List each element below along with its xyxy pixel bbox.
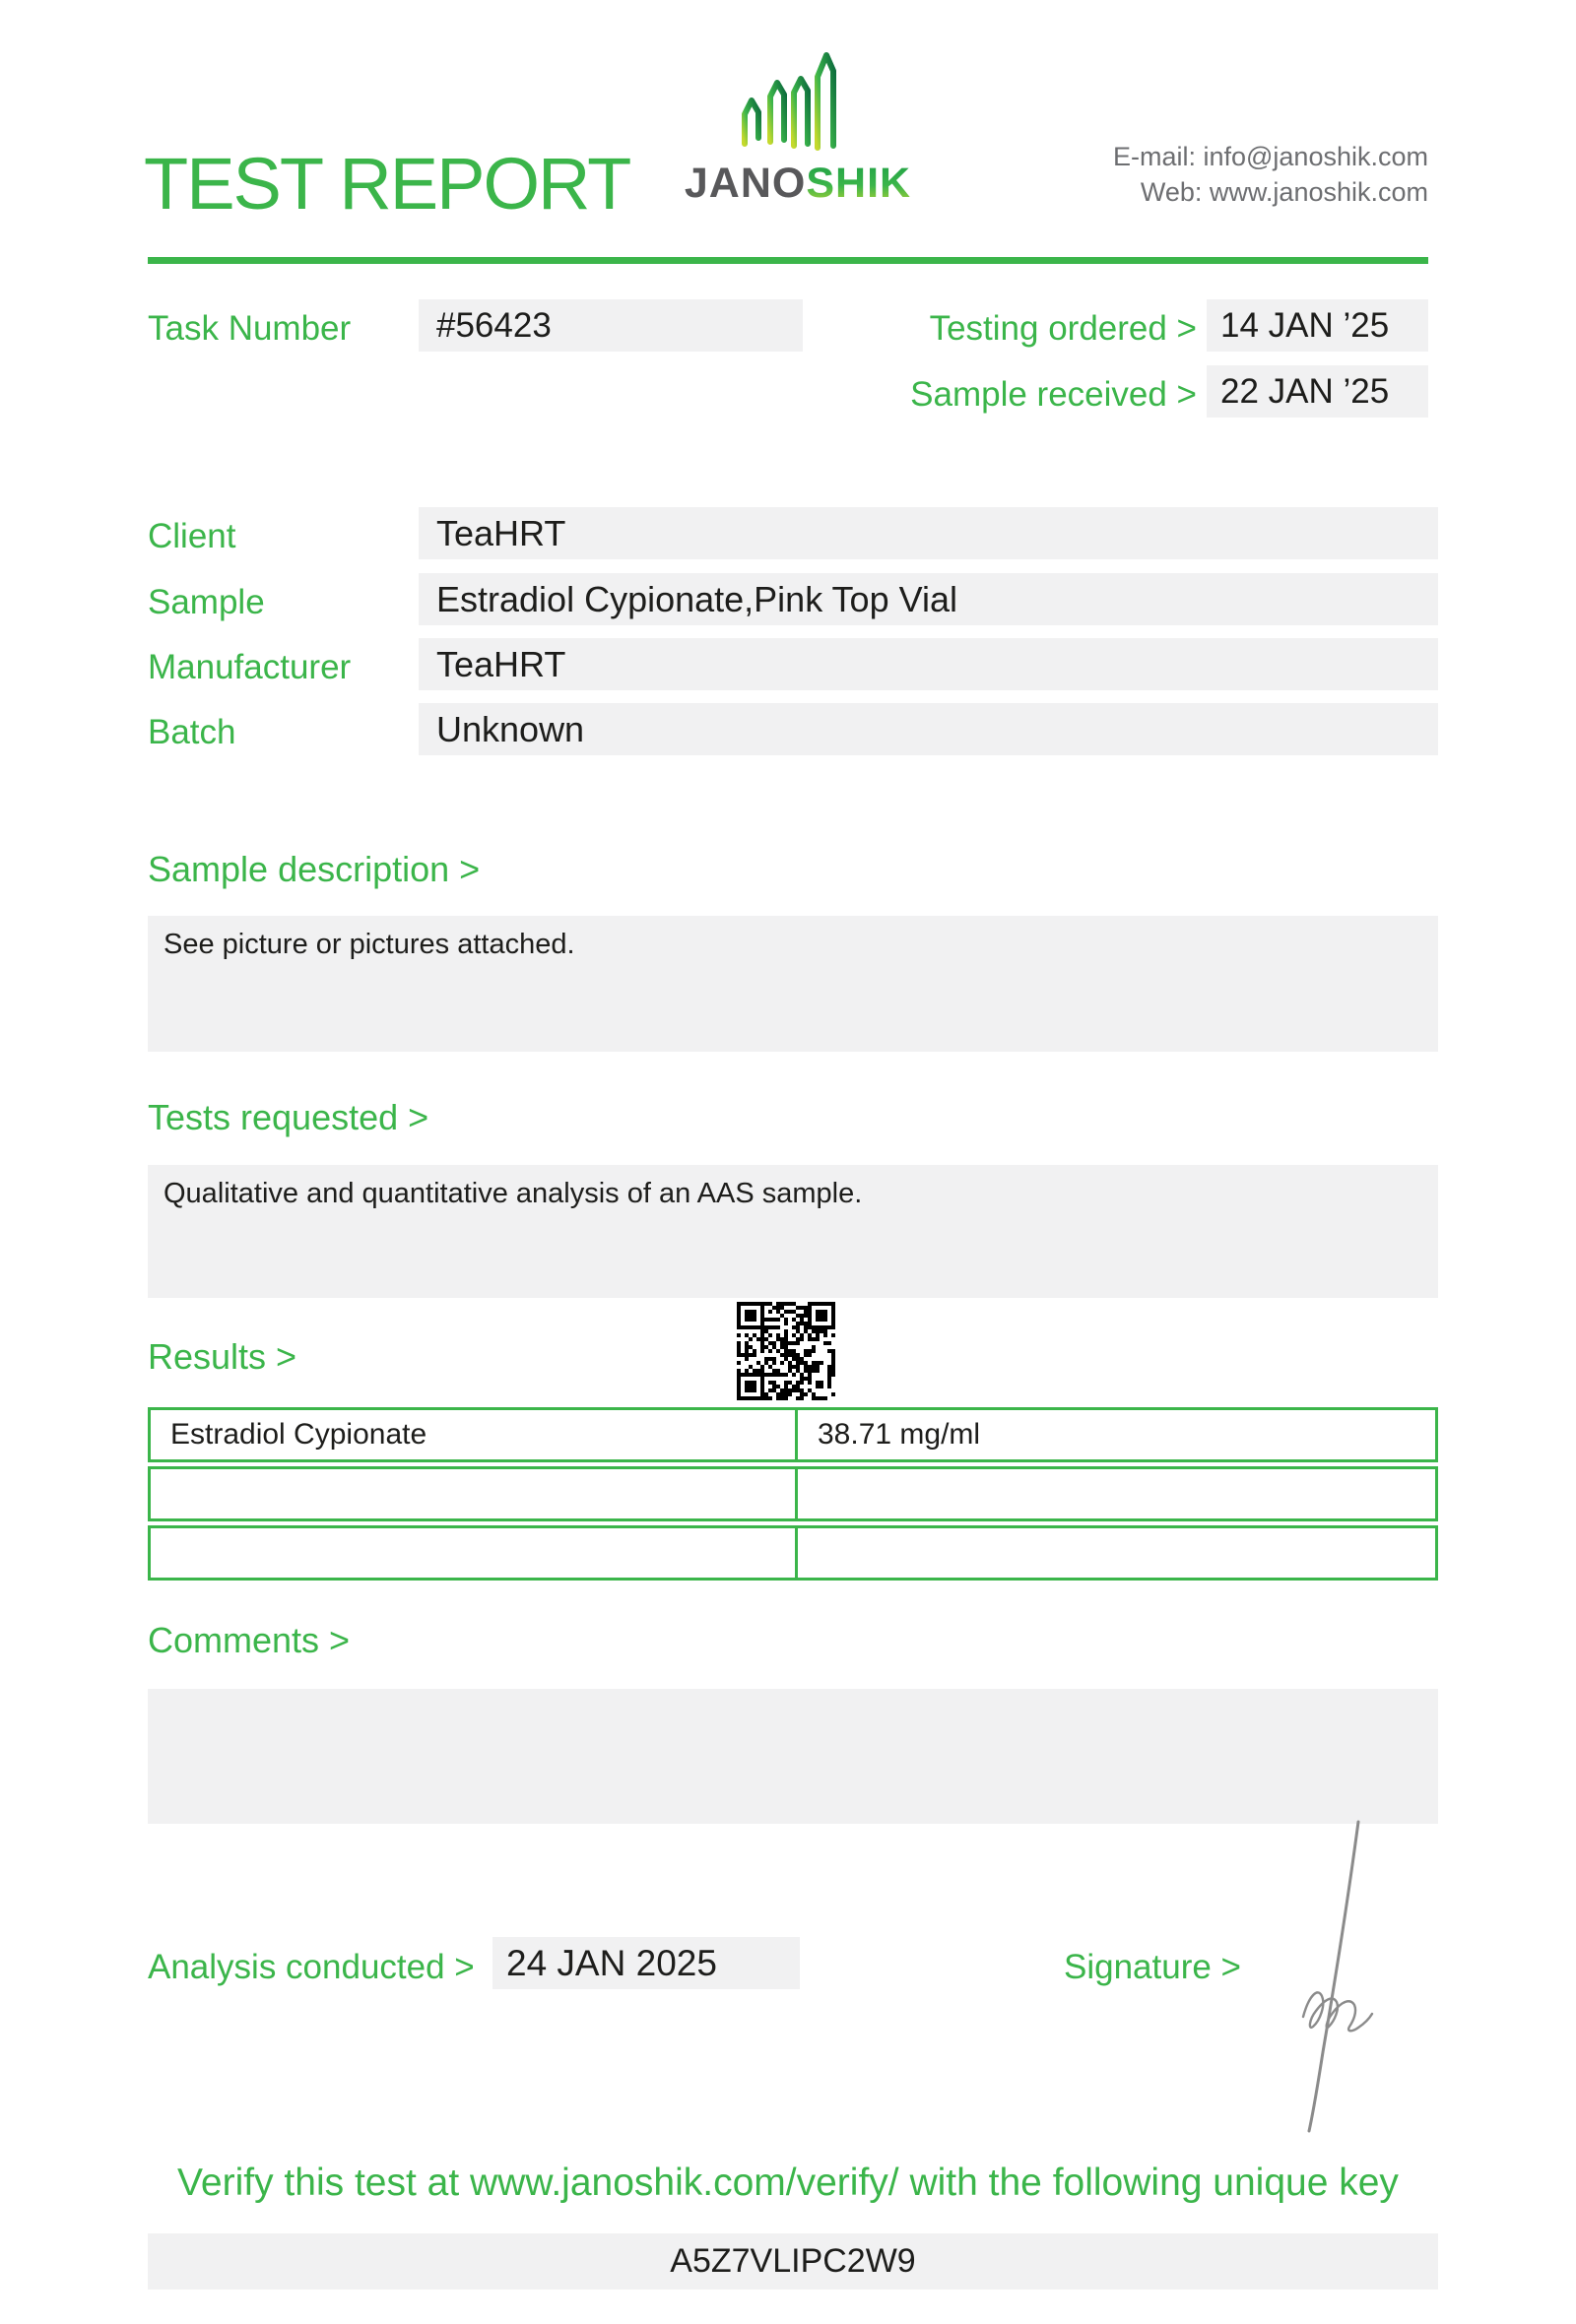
analysis-conducted-label: Analysis conducted > [148, 1948, 475, 1986]
signature-label: Signature > [1064, 1948, 1241, 1986]
batch-label: Batch [148, 713, 236, 751]
task-number-label: Task Number [148, 309, 352, 348]
batch-value: Unknown [419, 703, 1438, 755]
manufacturer-value: TeaHRT [419, 638, 1438, 690]
tests-requested-text: Qualitative and quantitative analysis of an AAS sample. [148, 1165, 1438, 1298]
signature-image [1256, 1820, 1404, 2135]
sample-label: Sample [148, 583, 265, 621]
table-row [148, 1407, 1438, 1462]
header-divider [148, 257, 1428, 264]
task-number-value: #56423 [419, 299, 803, 352]
table-row [148, 1525, 1438, 1581]
page-title: TEST REPORT [144, 143, 630, 225]
result-concentration [798, 1469, 1435, 1518]
result-substance [151, 1469, 798, 1518]
sample-received-value: 22 JAN ’25 [1207, 365, 1428, 418]
client-value: TeaHRT [419, 507, 1438, 559]
tests-requested-heading: Tests requested > [148, 1097, 429, 1137]
sample-description-text: See picture or pictures attached. [148, 916, 1438, 1052]
sample-description-heading: Sample description > [148, 849, 481, 889]
comments-heading: Comments > [148, 1620, 351, 1660]
sample-received-label: Sample received > [910, 375, 1197, 414]
contact-block [1113, 140, 1428, 211]
testing-ordered-value: 14 JAN ’25 [1207, 299, 1428, 352]
trend-chart-icon [731, 49, 841, 152]
results-heading: Results > [148, 1336, 297, 1377]
result-substance: Estradiol Cypionate [151, 1410, 798, 1459]
contact-email: E-mail: info@janoshik.com [1112, 142, 1428, 171]
testing-ordered-label: Testing ordered > [929, 309, 1197, 348]
client-label: Client [148, 517, 236, 555]
wordmark-jano: JANO [684, 160, 807, 207]
contact-web: Web: www.janoshik.com [1140, 176, 1428, 207]
table-row [148, 1466, 1438, 1521]
result-substance [151, 1528, 798, 1578]
result-concentration [798, 1528, 1435, 1578]
manufacturer-label: Manufacturer [148, 648, 352, 686]
results-table [148, 1407, 1438, 1584]
comments-text [148, 1689, 1438, 1824]
verify-instruction: Verify this test at www.janoshik.com/verify/ with the following unique key [177, 2162, 1399, 2204]
verify-key: A5Z7VLIPC2W9 [148, 2233, 1438, 2290]
sample-value: Estradiol Cypionate,Pink Top Vial [419, 573, 1438, 625]
wordmark-shik: SHIK [806, 160, 912, 207]
result-concentration: 38.71 mg/ml [818, 1418, 981, 1451]
analysis-conducted-value: 24 JAN 2025 [492, 1937, 800, 1989]
qr-code [737, 1302, 835, 1400]
janoshik-wordmark [680, 160, 916, 208]
